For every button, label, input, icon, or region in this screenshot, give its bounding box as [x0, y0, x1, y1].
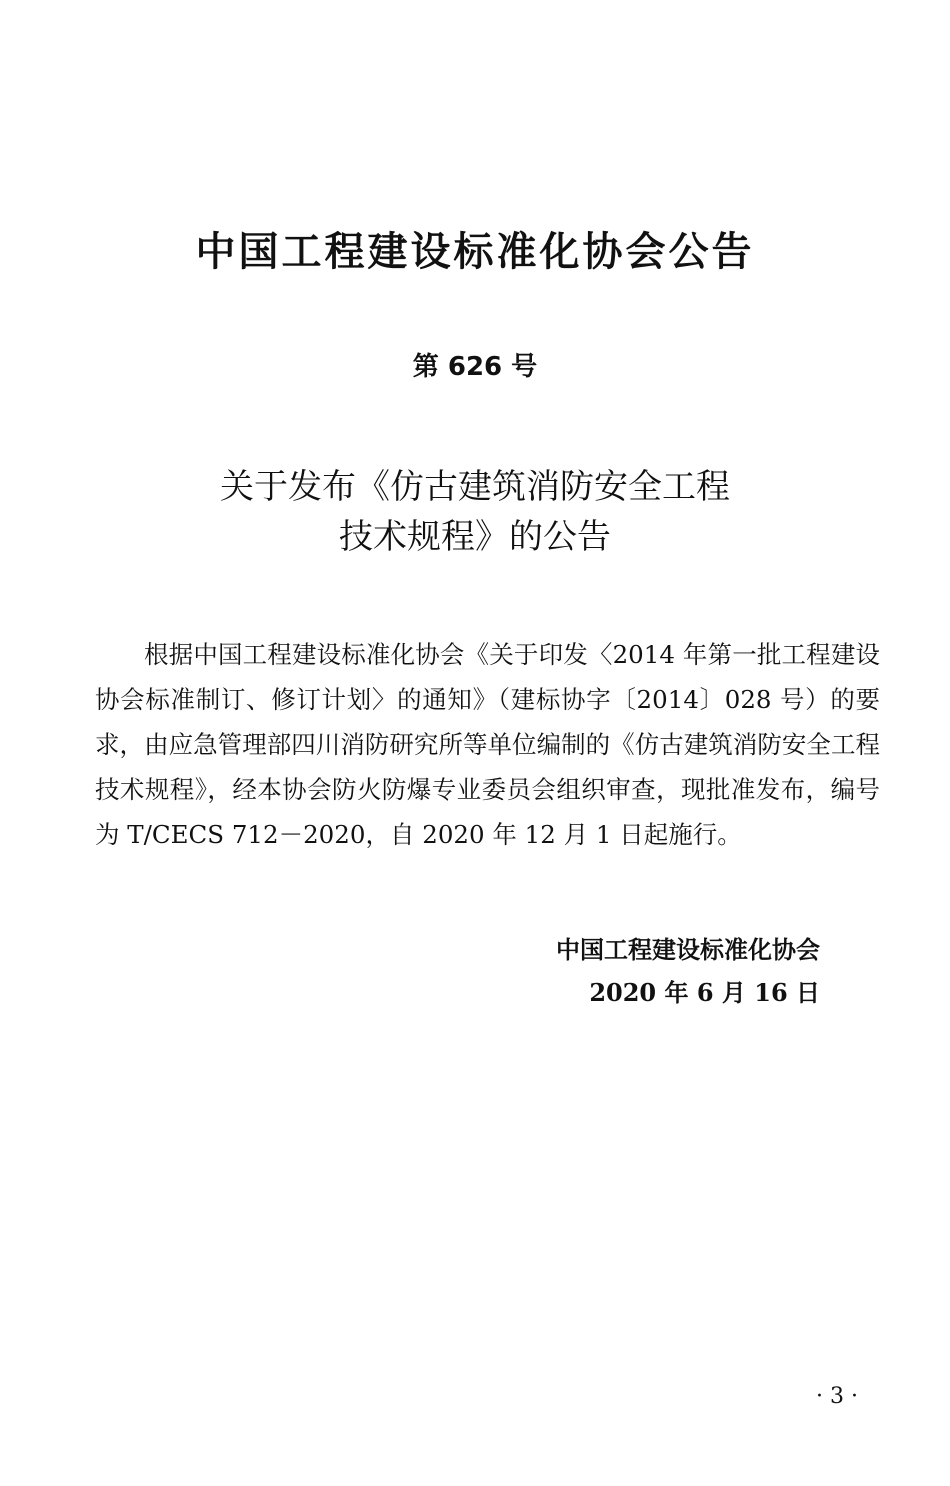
announcement-subject	[0, 462, 950, 562]
signature-block	[556, 930, 820, 1013]
announcement-number: 第 626 号	[412, 352, 538, 382]
issuer-title: 中国工程建设标准化协会公告	[195, 229, 755, 275]
page-number: · 3 ·	[816, 1384, 858, 1409]
signature-date: 2020 年 6 月 16 日	[589, 978, 820, 1007]
announcement-body: 根据中国工程建设标准化协会《关于印发〈2014 年第一批工程建设协会标准制订、修订计划〉的通知》（建标协字〔2014〕028 号）的要求，由应急管理部四川消防研究所等单位编制的《仿古建筑消防安全工程技术规程》，经本协会防火防爆专业委员会组织审查，现批准发布，编号为 T/CECS 712－2020，自 2020 年 12 月 1 日起施行。	[95, 640, 880, 849]
subject-line-2: 技术规程》的公告	[339, 517, 611, 557]
subject-line-1: 关于发布《仿古建筑消防安全工程	[220, 467, 730, 507]
signature-organization: 中国工程建设标准化协会	[556, 936, 820, 964]
